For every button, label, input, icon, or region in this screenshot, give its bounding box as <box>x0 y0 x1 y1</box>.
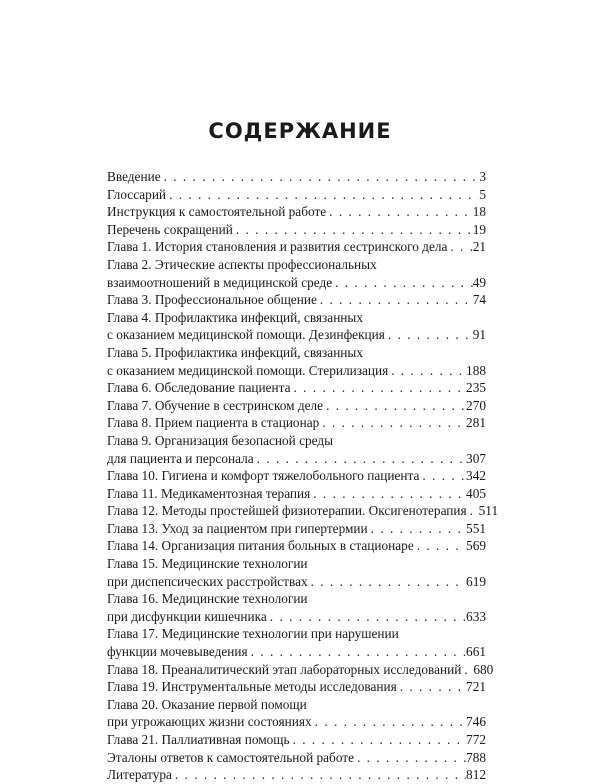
toc-entry-line <box>107 414 486 432</box>
toc-entry <box>107 432 486 467</box>
toc-entry <box>107 537 486 555</box>
toc-entry-line <box>107 450 486 468</box>
dot-leader <box>233 221 473 239</box>
dot-leader <box>317 291 473 309</box>
toc-entry-line <box>107 643 486 661</box>
toc-entry-line <box>107 661 494 679</box>
toc-list <box>107 168 499 784</box>
toc-entry-line <box>107 625 486 643</box>
dot-leader <box>419 467 466 485</box>
toc-entry-title: Глава 18. Преаналитический этап лабораторных исследований <box>107 661 462 677</box>
toc-entry-title: Эталоны ответов к самостоятельной работе <box>107 749 355 765</box>
toc-entry-line <box>107 608 486 626</box>
dot-leader <box>397 678 466 696</box>
toc-entry-line <box>107 713 486 731</box>
dot-leader <box>166 186 479 204</box>
toc-entry-line <box>107 256 486 274</box>
dot-leader <box>291 379 467 397</box>
toc-entry <box>107 238 486 256</box>
toc-entry-title: Глава 5. Профилактика инфекций, связанных <box>107 344 364 360</box>
toc-entry-title: Глава 2. Этические аспекты профессиональных <box>107 256 377 272</box>
toc-entry-title: взаимоотношений в медицинской среде <box>107 274 333 290</box>
toc-entry-title: Глава 16. Медицинские технологии <box>107 591 308 607</box>
toc-page-number: 18 <box>472 204 486 220</box>
toc-page-number: 281 <box>466 415 486 431</box>
toc-page-number: 569 <box>466 538 486 554</box>
toc-entry-title: Глава 13. Уход за пациентом при гипертермии <box>107 520 368 536</box>
toc-page-number: 19 <box>472 221 486 237</box>
dot-leader <box>368 520 466 538</box>
toc-entry-title: Инструкция к самостоятельной работе <box>107 204 327 220</box>
dot-leader <box>467 502 479 520</box>
toc-page-number: 772 <box>466 732 486 747</box>
toc-page-number: 21 <box>472 239 486 255</box>
dot-leader <box>267 608 466 626</box>
toc-entry <box>107 397 486 415</box>
toc-page-number: 721 <box>466 679 486 695</box>
toc-entry-line <box>107 397 486 415</box>
toc-entry <box>107 168 486 186</box>
toc-entry <box>107 291 486 309</box>
toc-entry-title: Глава 4. Профилактика инфекций, связанных <box>107 309 364 325</box>
toc-entry <box>107 555 486 590</box>
toc-page-number: 307 <box>466 450 486 466</box>
dot-leader <box>323 397 466 415</box>
dot-leader <box>461 661 473 679</box>
toc-entry <box>107 678 486 696</box>
toc-entry-title: с оказанием медицинской помощи. Дезинфекция <box>107 327 385 343</box>
toc-entry <box>107 696 486 731</box>
toc-page-number: 270 <box>466 397 486 413</box>
toc-entry <box>107 502 499 520</box>
toc-entry <box>107 749 486 767</box>
toc-entry-title: Глава 7. Обучение в сестринском деле <box>107 397 324 413</box>
toc-page-number: 788 <box>466 749 486 765</box>
toc-entry-title: Глава 12. Методы простейшей физиотерапии. Оксигенотерапия <box>107 503 467 519</box>
dot-leader <box>385 326 473 344</box>
toc-page-number: 3 <box>479 169 486 184</box>
page-title: СОДЕРЖАНИЕ <box>208 119 392 143</box>
toc-page-number: 91 <box>472 327 486 343</box>
toc-entry <box>107 485 486 503</box>
toc-page-number: 661 <box>466 644 486 660</box>
toc-page-number: 511 <box>478 503 499 519</box>
toc-entry-line <box>107 731 486 749</box>
dot-leader <box>172 766 466 784</box>
toc-entry-line <box>107 520 486 538</box>
toc-entry <box>107 520 486 538</box>
toc-entry <box>107 467 486 485</box>
toc-entry-title: Глава 14. Организация питания больных в стационаре <box>107 538 414 554</box>
toc-entry <box>107 256 486 291</box>
dot-leader <box>447 238 472 256</box>
toc-entry <box>107 379 486 397</box>
toc-entry <box>107 661 494 679</box>
toc-entry-line <box>107 432 486 450</box>
dot-leader <box>248 643 466 661</box>
dot-leader <box>388 362 466 380</box>
dot-leader <box>310 485 466 503</box>
dot-leader <box>414 537 466 555</box>
toc-page-number: 633 <box>466 608 486 624</box>
toc-page-number: 188 <box>466 362 486 378</box>
toc-page-number: 235 <box>466 380 486 396</box>
toc-entry-title: при дисфункции кишечника <box>107 608 267 624</box>
toc-entry-title: Литература <box>107 767 172 783</box>
toc-entry-line <box>107 502 499 520</box>
toc-page-number: 5 <box>479 186 486 202</box>
toc-entry <box>107 590 486 625</box>
toc-entry-title: Глава 17. Медицинские технологии при нарушении <box>107 626 399 642</box>
toc-entry-line <box>107 326 486 344</box>
toc-entry-title: Глоссарий <box>107 186 167 202</box>
toc-entry <box>107 221 486 239</box>
dot-leader <box>161 168 480 186</box>
toc-page-number: 405 <box>466 485 486 501</box>
toc-entry-title: Глава 3. Профессиональное общение <box>107 292 317 308</box>
toc-entry-title: для пациента и персонала <box>107 450 254 466</box>
toc-entry-line <box>107 186 486 204</box>
toc-entry-title: Перечень сокращений <box>107 221 233 237</box>
toc-entry-line <box>107 696 486 714</box>
toc-entry <box>107 309 486 344</box>
toc-entry-title: Глава 10. Гигиена и комфорт тяжелобольного пациента <box>107 468 420 484</box>
dot-leader <box>312 713 466 731</box>
toc-entry-line <box>107 766 486 784</box>
toc-entry-line <box>107 291 486 309</box>
toc-entry-line <box>107 555 486 573</box>
toc-page-number: 746 <box>466 714 486 730</box>
toc-entry-line <box>107 203 486 221</box>
dot-leader <box>308 573 466 591</box>
toc-entry-line <box>107 309 486 327</box>
toc-entry-line <box>107 274 486 292</box>
toc-entry-line <box>107 590 486 608</box>
toc-entry-title: Глава 21. Паллиативная помощь <box>107 732 290 747</box>
toc-entry-line <box>107 344 486 362</box>
toc-page-number: 342 <box>466 468 486 484</box>
toc-entry-title: при угрожающих жизни состояниях <box>107 714 312 730</box>
toc-entry-title: Введение <box>107 169 161 184</box>
dot-leader <box>319 414 466 432</box>
dot-leader <box>254 450 466 468</box>
toc-page-number: 619 <box>466 573 486 589</box>
dot-leader <box>332 274 473 292</box>
toc-entry-line <box>107 678 486 696</box>
toc-entry-line <box>107 379 486 397</box>
dot-leader <box>354 749 466 767</box>
toc-entry-title: Глава 1. История становления и развития сестринского дела <box>107 239 448 255</box>
toc-page-number: 812 <box>466 767 486 783</box>
dot-leader <box>326 203 473 221</box>
toc-entry-title: при диспепсических расстройствах <box>107 573 308 589</box>
toc-entry <box>107 414 486 432</box>
toc-entry-title: Глава 19. Инструментальные методы исследования <box>107 679 397 695</box>
toc-entry-title: функции мочевыведения <box>107 644 248 660</box>
toc-entry-line <box>107 168 486 186</box>
toc-entry-line <box>107 749 486 767</box>
toc-entry-title: с оказанием медицинской помощи. Стерилизация <box>107 362 389 378</box>
toc-entry-line <box>107 485 486 503</box>
toc-entry-line <box>107 573 486 591</box>
toc-page-number: 680 <box>473 661 494 677</box>
toc-entry-line <box>107 362 486 380</box>
toc-entry-title: Глава 20. Оказание первой помощи <box>107 696 307 712</box>
toc-entry-line <box>107 221 486 239</box>
dot-leader <box>290 731 466 749</box>
toc-page-number: 551 <box>466 520 486 536</box>
toc-page-number: 74 <box>472 292 486 308</box>
toc-entry <box>107 344 486 379</box>
toc-entry-title: Глава 11. Медикаментозная терапия <box>107 485 311 501</box>
toc-entry <box>107 766 486 784</box>
toc-page-number: 49 <box>472 274 486 290</box>
toc-entry-title: Глава 8. Прием пациента в стационар <box>107 415 320 431</box>
toc-entry <box>107 186 486 204</box>
toc-entry-line <box>107 238 486 256</box>
toc-entry-title: Глава 15. Медицинские технологии <box>107 556 308 572</box>
toc-entry-line <box>107 467 486 485</box>
toc-entry <box>107 203 486 221</box>
toc-entry <box>107 625 486 660</box>
toc-entry-title: Глава 6. Обследование пациента <box>107 380 291 396</box>
toc-entry <box>107 731 486 749</box>
toc-entry-line <box>107 537 486 555</box>
toc-entry-title: Глава 9. Организация безопасной среды <box>107 432 334 448</box>
